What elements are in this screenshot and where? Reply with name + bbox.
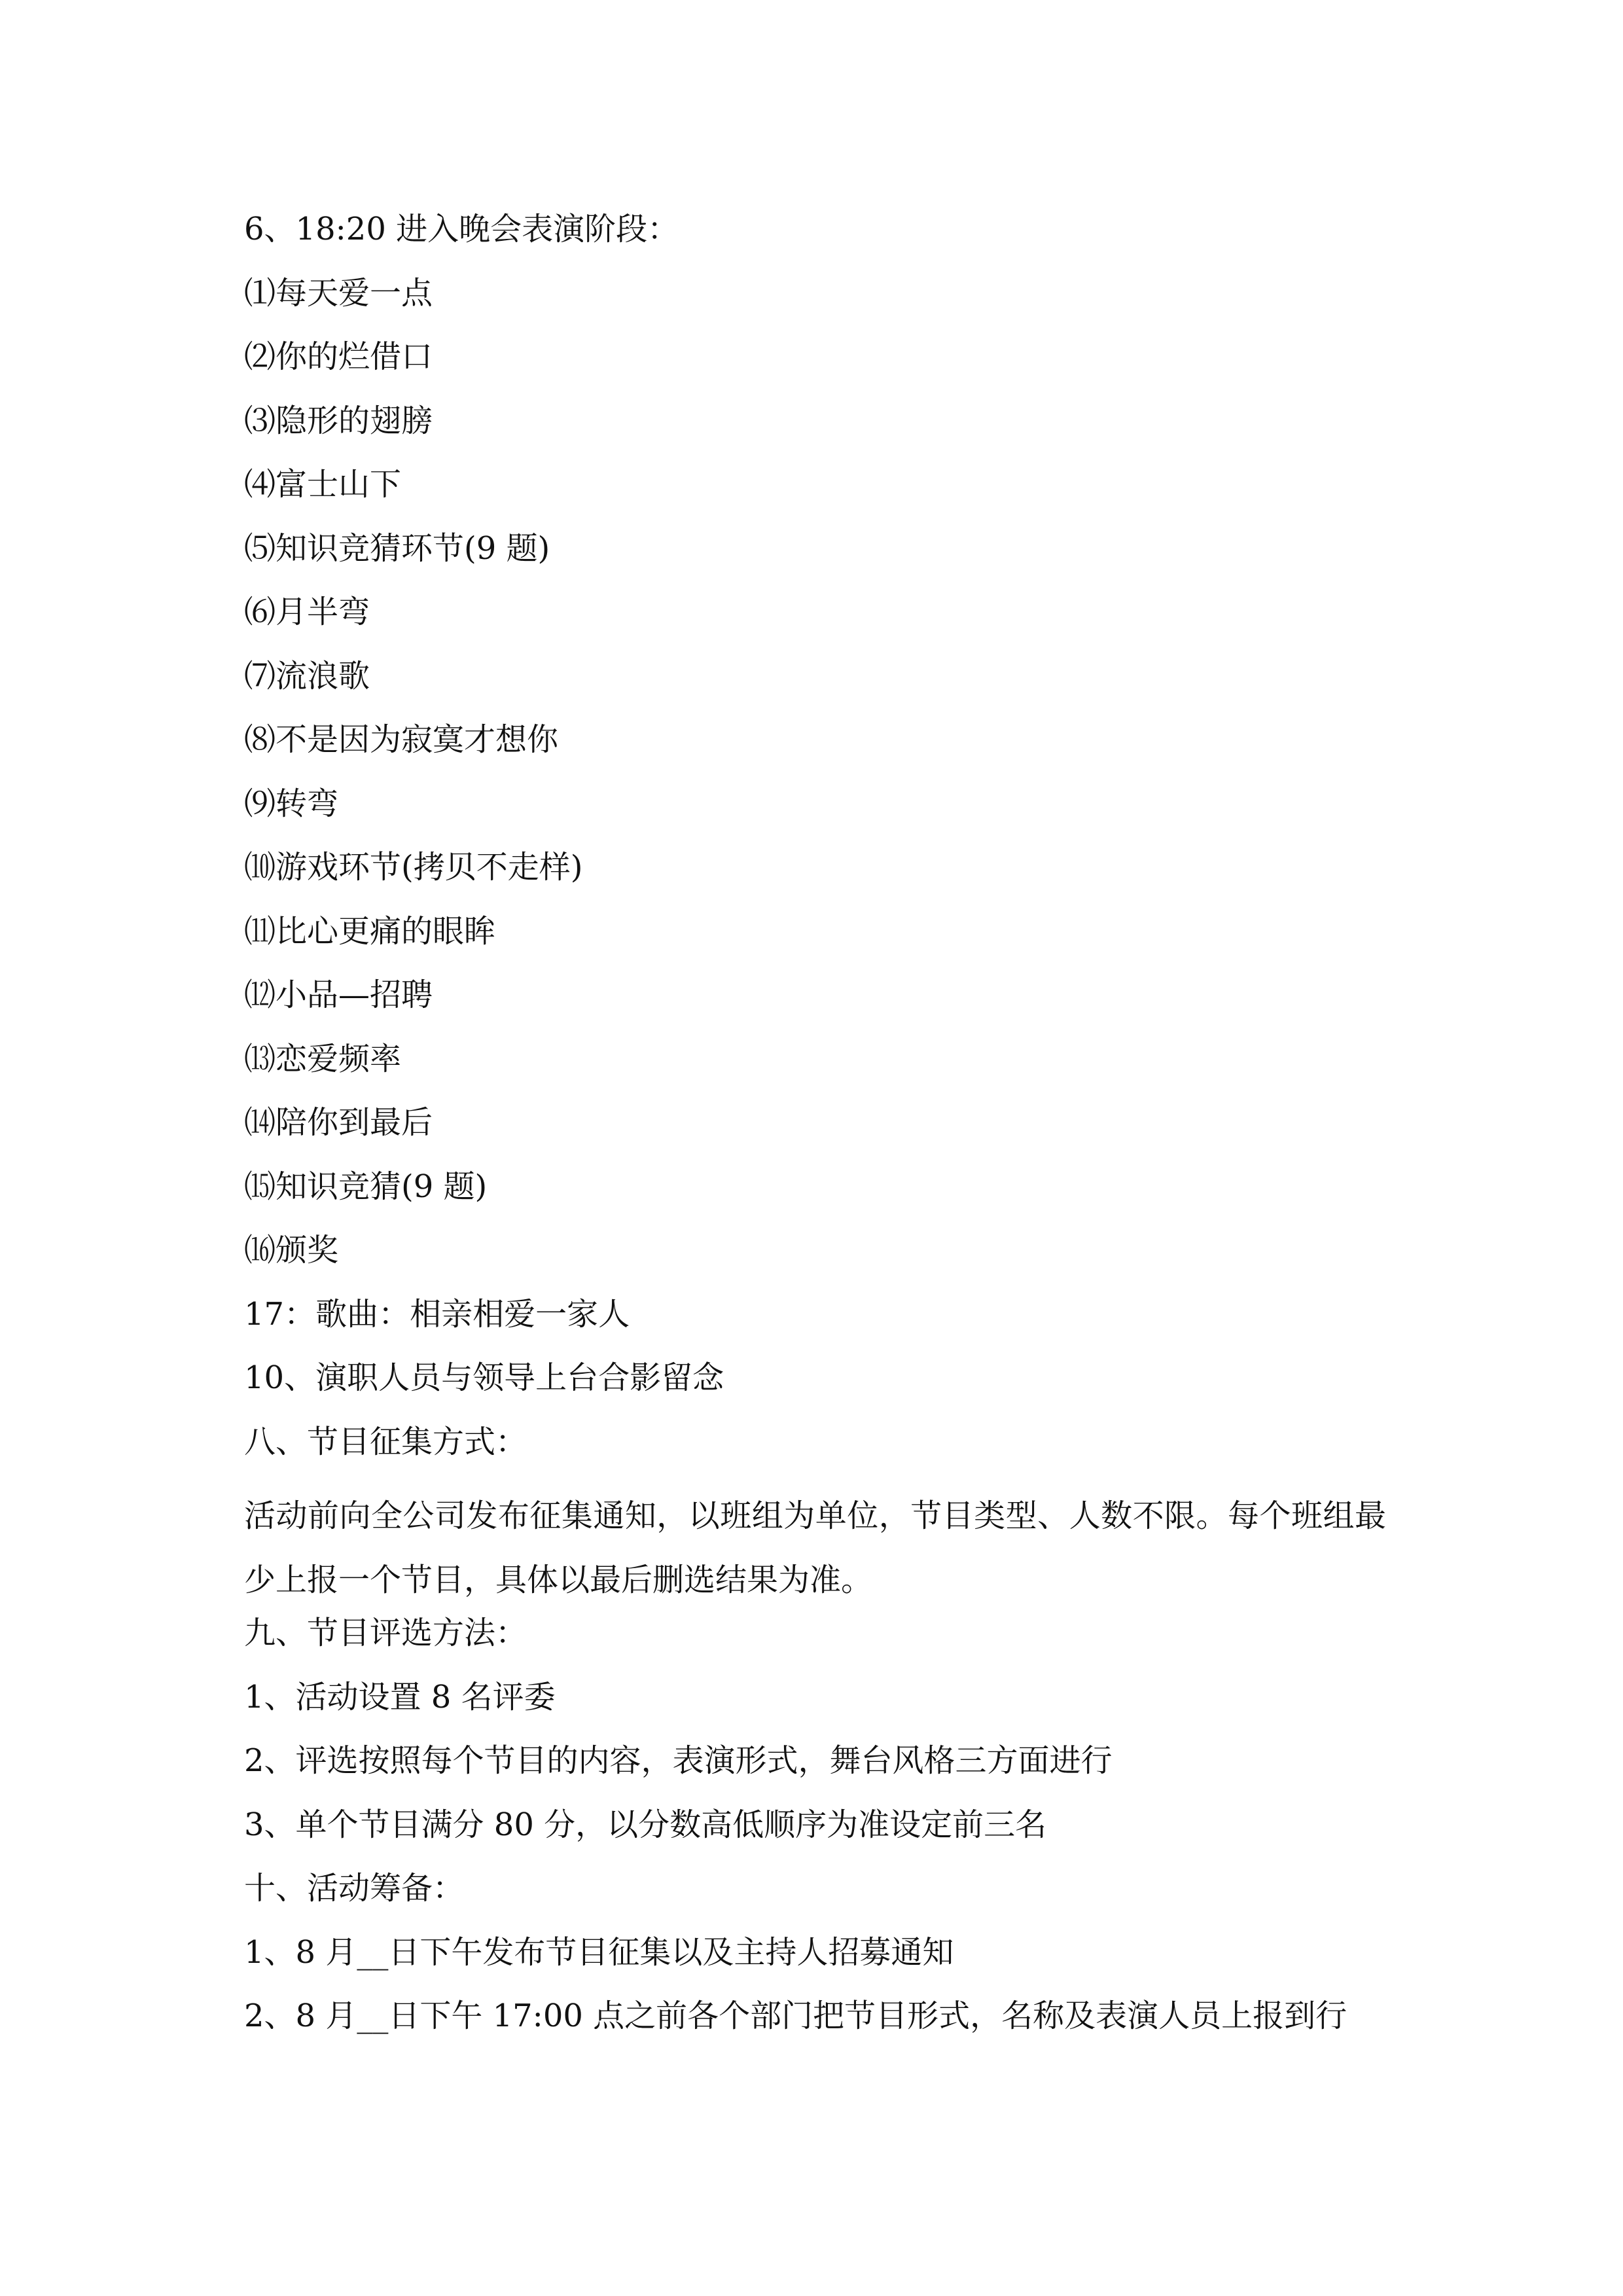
program-item: ⑺流浪歌: [244, 657, 370, 694]
program-item: ⒂知识竞猜(9 题): [244, 1168, 488, 1205]
preparation-item: 2、8 月__日下午 17:00 点之前各个部门把节目形式，名称及表演人员上报到行: [244, 1998, 1347, 2034]
section-heading-judging: 九、节目评选方法：: [244, 1615, 527, 1651]
section-heading-collection: 八、节目征集方式：: [244, 1423, 527, 1460]
collection-paragraph: 活动前向全公司发布征集通知，以班组为单位，节目类型、人数不限。每个班组最少上报一个节目，具体以最后删选结果为准。: [244, 1498, 1386, 1598]
program-item: ⒁陪你到最后: [244, 1104, 433, 1141]
section-heading-performance: 6、18:20 进入晚会表演阶段：: [244, 211, 679, 247]
program-item: ⑴每天爱一点: [244, 274, 433, 312]
program-item: ⑻不是因为寂寞才想你: [244, 721, 559, 758]
schedule-item: 10、演职人员与领导上台合影留念: [244, 1359, 724, 1396]
judging-item: 3、单个节目满分 80 分，以分数高低顺序为准设定前三名: [244, 1806, 1047, 1843]
program-item: ⑽游戏环节(拷贝不走样): [244, 849, 583, 886]
program-item: ⒀恋爱频率: [244, 1040, 402, 1077]
program-item: ⑼转弯: [244, 785, 339, 822]
program-item: 17：歌曲：相亲相爱一家人: [244, 1295, 630, 1333]
preparation-item: 1、8 月__日下午发布节目征集以及主持人招募通知: [244, 1933, 954, 1971]
judging-item: 2、评选按照每个节目的内容，表演形式，舞台风格三方面进行: [244, 1742, 1113, 1779]
program-item: ⑸知识竞猜环节(9 题): [244, 529, 550, 567]
program-item: ⑷富士山下: [244, 466, 402, 503]
section-heading-preparation: 十、活动筹备：: [244, 1870, 465, 1907]
program-item: ⑶隐形的翅膀: [244, 402, 433, 439]
judging-item: 1、活动设置 8 名评委: [244, 1678, 556, 1715]
program-item: ⑵你的烂借口: [244, 338, 433, 375]
program-item: ⒃颁奖: [244, 1232, 339, 1268]
program-item: ⑿小品—招聘: [244, 977, 433, 1013]
program-item: ⑹月半弯: [244, 594, 370, 630]
program-item: ⑾比心更痛的眼眸: [244, 912, 496, 950]
document-body: [244, 208, 1386, 2059]
